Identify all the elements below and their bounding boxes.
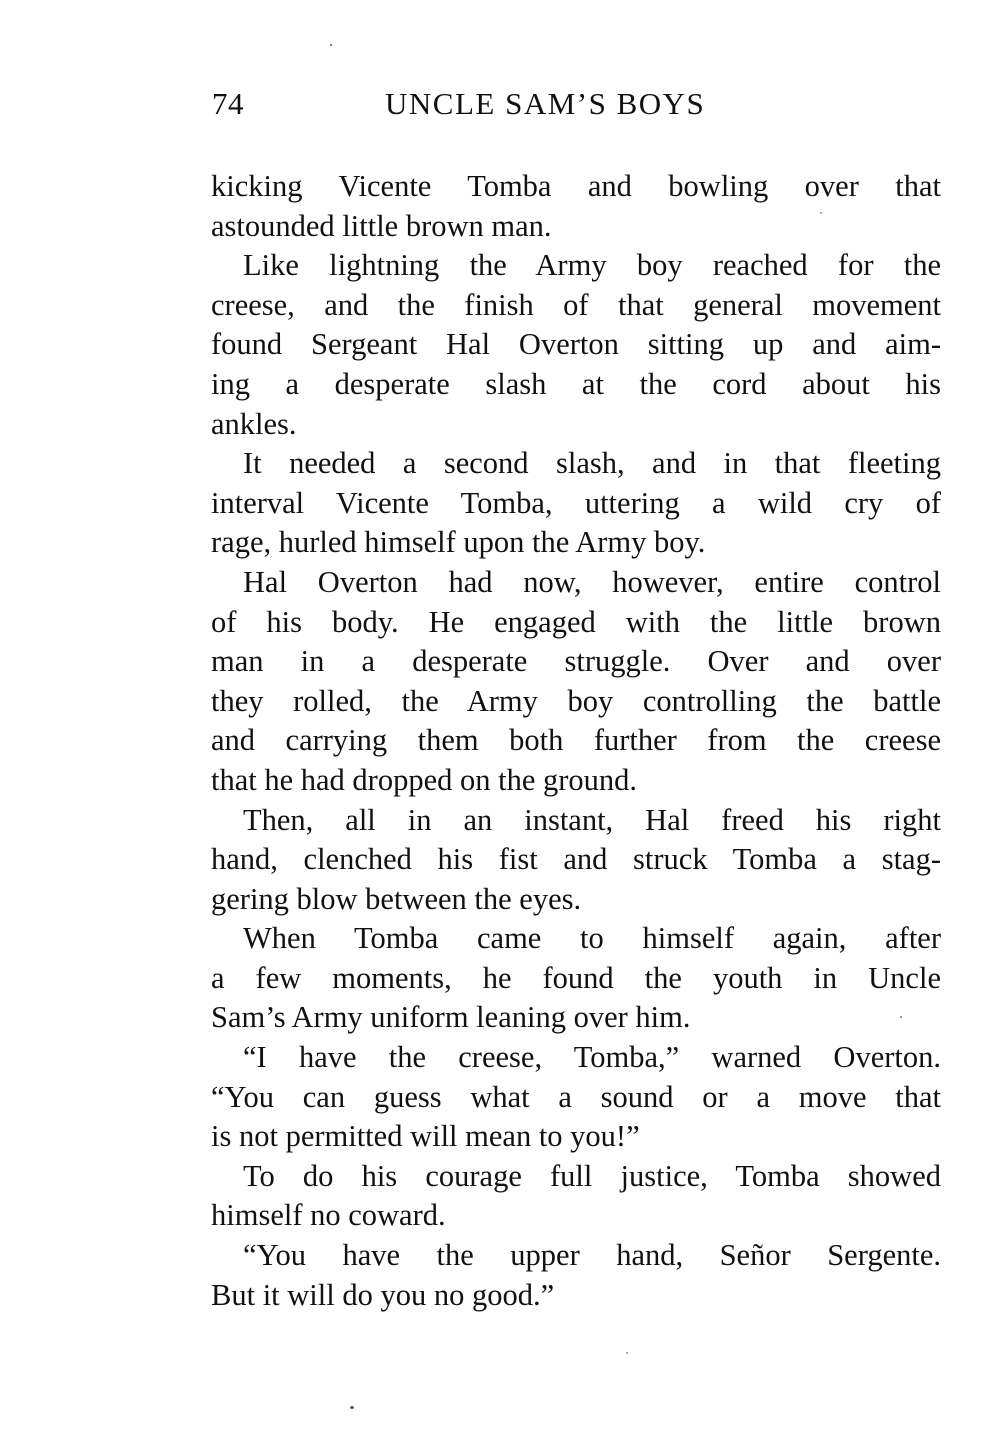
text-line: hand, clenched his fist and struck Tomba a stag-: [211, 842, 941, 877]
text-line: man in a desperate struggle. Over and over: [211, 644, 941, 679]
text-line: that he had dropped on the ground.: [211, 762, 638, 797]
scan-speck: [820, 212, 822, 214]
body-text: [211, 167, 941, 1315]
text-line: ankles.: [211, 406, 297, 441]
text-line: Sam’s Army uniform leaning over him.: [211, 1000, 691, 1035]
text-line: kicking Vicente Tomba and bowling over that: [211, 169, 941, 203]
scan-speck: [900, 1016, 902, 1018]
page-number: 74: [212, 86, 244, 121]
text-line: himself no coward.: [211, 1198, 446, 1233]
text-line: is not permitted will mean to you!”: [211, 1119, 640, 1154]
scan-speck: [626, 1352, 628, 1354]
scan-speck: [330, 44, 332, 46]
text-line: a few moments, he found the youth in Uncle: [211, 960, 941, 995]
text-line: When Tomba came to himself again, after: [243, 921, 941, 956]
text-line: of his body. He engaged with the little brown: [211, 604, 941, 639]
running-head: [212, 86, 942, 126]
text-line: rage, hurled himself upon the Army boy.: [211, 525, 706, 560]
text-line: Like lightning the Army boy reached for the: [243, 248, 941, 283]
text-line: gering blow between the eyes.: [211, 881, 582, 916]
text-line: interval Vicente Tomba, uttering a wild cry of: [211, 485, 941, 520]
text-line: It needed a second slash, and in that fleeting: [243, 446, 941, 481]
text-line: astounded little brown man.: [211, 208, 552, 243]
text-line: creese, and the finish of that general movement: [211, 287, 941, 322]
scan-speck: [350, 1406, 354, 1409]
text-line: Hal Overton had now, however, entire control: [243, 564, 941, 599]
text-line: “You have the upper hand, Señor Sergente.: [243, 1238, 941, 1273]
text-line: ing a desperate slash at the cord about his: [211, 366, 941, 401]
text-line: found Sergeant Hal Overton sitting up and aim-: [211, 327, 941, 362]
text-line: “You can guess what a sound or a move that: [211, 1079, 941, 1114]
text-line: But it will do you no good.”: [211, 1277, 555, 1312]
text-line: and carrying them both further from the creese: [211, 723, 941, 758]
text-line: they rolled, the Army boy controlling the battle: [211, 683, 941, 718]
running-title: UNCLE SAM’S BOYS: [385, 86, 706, 121]
text-line: Then, all in an instant, Hal freed his right: [243, 802, 941, 837]
text-line: “I have the creese, Tomba,” warned Overton.: [243, 1040, 941, 1075]
text-line: To do his courage full justice, Tomba showed: [243, 1158, 941, 1193]
